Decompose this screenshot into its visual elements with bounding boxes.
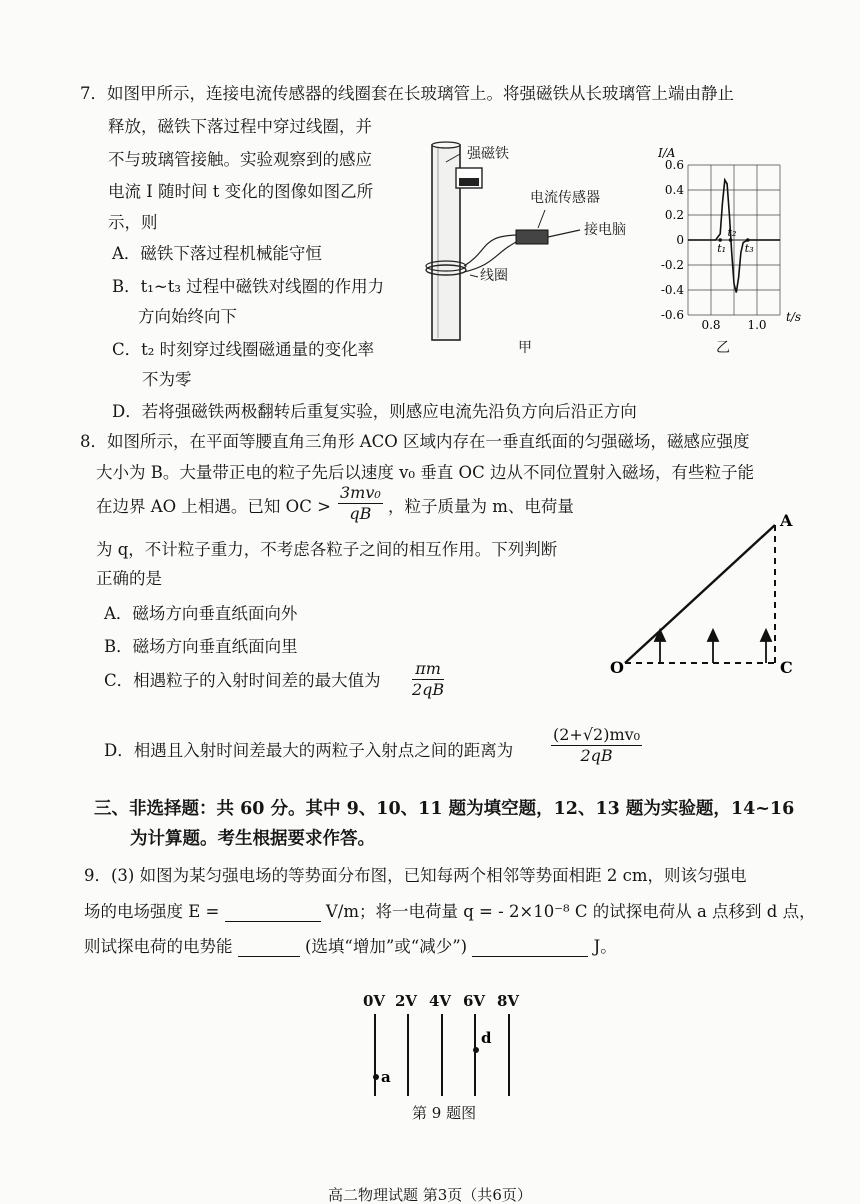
q8-option-d: D．相遇且入射时间差最大的两粒子入射点之间的距离为: [104, 741, 514, 760]
t-point-label-1: t₁: [717, 242, 727, 255]
field-strength-blank[interactable]: [225, 901, 321, 922]
q7-option-c-cont: 不为零: [142, 370, 192, 389]
figure-yi-caption: 乙: [716, 340, 730, 356]
potential-energy-change-blank[interactable]: [238, 936, 300, 957]
q7-line5: 示，则: [108, 213, 158, 232]
q9-line3a: 则试探电荷的电势能: [84, 937, 233, 956]
x-tick-label: 1.0: [747, 318, 767, 332]
section3-line1: 三、非选择题：共 60 分。其中 9、10、11 题为填空题，12、13 题为实验题，14~16: [94, 799, 795, 819]
option-c-denominator: 2qB: [412, 680, 445, 700]
q9-figure-caption: 第 9 题图: [412, 1104, 477, 1122]
q8-line3a: 在边界 AO 上相遇。已知 OC >: [96, 497, 331, 516]
label-A: A: [780, 511, 793, 530]
potential-label-1: 2V: [395, 992, 418, 1010]
sensor-label: 电流传感器: [530, 190, 600, 206]
q8-option-b: B．磁场方向垂直纸面向里: [104, 637, 298, 656]
potential-energy-value-blank[interactable]: [472, 936, 588, 957]
label-C: C: [780, 658, 793, 677]
point-d-label: d: [481, 1029, 492, 1047]
q7-line2: 释放，磁铁下落过程中穿过线圈，并: [108, 117, 372, 136]
potential-label-3: 6V: [463, 992, 486, 1010]
point-a-label: a: [381, 1068, 391, 1086]
q9-line2b: V/m；将一电荷量 q = - 2×10⁻⁸ C 的试探电荷从 a 点移到 d 点，: [325, 902, 816, 921]
q7-option-b: B．t₁~t₃ 过程中磁铁对线圈的作用力: [112, 277, 385, 296]
oc-fraction: [338, 484, 383, 524]
sensor-shape: [516, 230, 548, 244]
y-tick-label: -0.2: [660, 258, 684, 272]
section3-line2: 为计算题。考生根据要求作答。: [130, 829, 375, 849]
potential-label-4: 8V: [497, 992, 520, 1010]
equipotential-figure: [355, 988, 535, 1098]
q7-line3: 不与玻璃管接触。实验观察到的感应: [108, 150, 372, 169]
magnet-label: 强磁铁: [467, 146, 509, 162]
triangle-figure: [600, 510, 810, 680]
y-tick-label: 0.6: [664, 158, 684, 172]
q9-line3c: J。: [593, 937, 617, 956]
q9-line2a: 场的电场强度 E =: [84, 902, 220, 921]
q8-line4: 为 q，不计粒子重力，不考虑各粒子之间的相互作用。下列判断: [96, 540, 558, 559]
q8-line5: 正确的是: [96, 569, 162, 588]
option-d-fraction: [551, 726, 642, 766]
figure-jia: [420, 140, 660, 360]
option-c-numerator: πm: [412, 660, 444, 680]
figure-yi-chart: [650, 140, 830, 355]
y-tick-label: 0.4: [664, 183, 684, 197]
q7-option-d: D．若将强磁铁两极翻转后重复实验，则感应电流先沿负方向后沿正方向: [112, 402, 637, 421]
q9-line2: [84, 901, 816, 922]
q9-line1: 9．(3) 如图为某匀强电场的等势面分布图，已知每两个相邻等势面相距 2 cm，则该匀强电: [84, 866, 747, 885]
q7-line1: 7．如图甲所示，连接电流传感器的线圈套在长玻璃管上。将强磁铁从长玻璃管上端由静止: [80, 84, 734, 103]
y-tick-label: -0.4: [660, 283, 684, 297]
q8-option-c: C．相遇粒子的入射时间差的最大值为: [104, 671, 381, 690]
q7-line4: 电流 I 随时间 t 变化的图像如图乙所: [108, 182, 374, 201]
t-point-label-3: t₃: [744, 242, 754, 255]
figure-jia-caption: 甲: [518, 340, 532, 356]
q7-option-b-cont: 方向始终向下: [138, 307, 237, 326]
computer-label: 接电脑: [584, 222, 626, 238]
potential-label-0: 0V: [363, 992, 386, 1010]
q8-line3b: ，粒子质量为 m、电荷量: [388, 497, 574, 516]
q8-line1: 8．如图所示，在平面等腰直角三角形 ACO 区域内存在一垂直纸面的匀强磁场，磁感应强度: [80, 432, 750, 451]
oc-fraction-numerator: 3mv₀: [338, 484, 383, 504]
y-tick-label: 0.2: [664, 208, 684, 222]
x-axis-label: t/s: [786, 310, 802, 324]
y-tick-label: 0: [676, 233, 684, 247]
q9-line3b: (选填“增加”或“减少”): [305, 937, 468, 956]
option-c-fraction: [412, 660, 444, 700]
q8-option-a: A．磁场方向垂直纸面向外: [104, 604, 298, 623]
point-d-marker: [473, 1047, 479, 1053]
x-tick-label: 0.8: [701, 318, 721, 332]
potential-label-2: 4V: [429, 992, 452, 1010]
label-O: O: [610, 658, 624, 677]
coil-label: 线圈: [480, 268, 508, 284]
t-point-label-2: t₂: [727, 226, 737, 239]
y-tick-label: -0.6: [660, 308, 684, 322]
point-a-marker: [373, 1074, 379, 1080]
page-footer: 高二物理试题 第3页（共6页）: [328, 1186, 532, 1204]
q7-option-a: A．磁铁下落过程机械能守恒: [112, 244, 322, 263]
option-d-denominator: 2qB: [580, 746, 613, 766]
y-axis-label: I/A: [658, 146, 676, 160]
q9-line3: [84, 936, 617, 957]
q7-option-c: C．t₂ 时刻穿过线圈磁通量的变化率: [112, 340, 375, 359]
oc-fraction-denominator: qB: [349, 504, 372, 524]
q8-line2: 大小为 B。大量带正电的粒子先后以速度 v₀ 垂直 OC 边从不同位置射入磁场，有些粒子能: [96, 463, 754, 482]
option-d-numerator: (2+√2)mv₀: [551, 726, 642, 746]
